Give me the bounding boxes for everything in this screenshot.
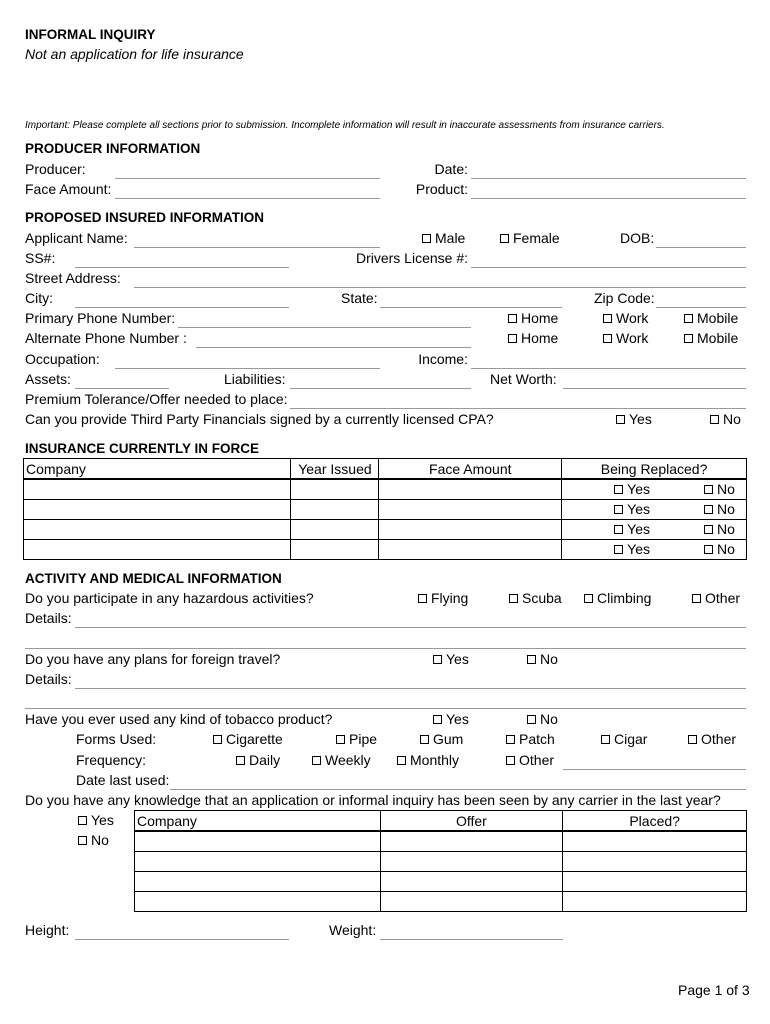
dob-field[interactable] — [656, 247, 746, 248]
checkbox-icon — [614, 485, 623, 494]
checkbox-icon — [692, 594, 701, 603]
face-amount-cell[interactable] — [379, 520, 562, 540]
date-label: Date: — [434, 161, 468, 177]
travel-details-label: Details: — [25, 671, 72, 687]
table-row — [135, 872, 747, 892]
checkbox-icon — [397, 756, 406, 765]
state-field[interactable] — [380, 307, 562, 308]
income-label: Income: — [418, 351, 468, 367]
checkbox-icon — [688, 735, 697, 744]
face-amount-cell[interactable] — [379, 500, 562, 520]
placed-cell[interactable] — [563, 852, 747, 872]
female-checkbox[interactable]: Female — [500, 230, 560, 247]
street-address-label: Street Address: — [25, 270, 121, 286]
producer-field[interactable] — [115, 178, 380, 179]
in-force-table — [23, 458, 747, 560]
knowledge-question: Do you have any knowledge that an application or informal inquiry has been seen by any carrier in the last year? — [25, 792, 721, 808]
assets-label: Assets: — [25, 371, 71, 387]
weight-field[interactable] — [380, 939, 563, 940]
city-label: City: — [25, 290, 53, 306]
forms-other-checkbox[interactable]: Other — [688, 731, 736, 748]
cpa-no-checkbox[interactable]: No — [710, 411, 741, 428]
checkbox-icon — [506, 735, 515, 744]
checkbox-icon — [603, 314, 612, 323]
column-company: Company — [135, 811, 381, 832]
replaced-no-checkbox[interactable]: No — [704, 541, 735, 557]
zip-code-field[interactable] — [656, 307, 746, 308]
checkbox-icon — [422, 234, 431, 243]
liabilities-label: Liabilities: — [224, 371, 286, 387]
cigarette-checkbox[interactable]: Cigarette — [213, 731, 283, 748]
checkbox-icon — [433, 655, 442, 664]
income-field[interactable] — [471, 368, 746, 369]
product-label: Product: — [415, 181, 468, 197]
hazard-details-field-2[interactable] — [25, 648, 746, 649]
frequency-label: Frequency: — [76, 752, 147, 768]
drivers-license-field[interactable] — [471, 267, 746, 268]
table-row — [135, 892, 747, 912]
column-year-issued: Year Issued — [291, 459, 379, 480]
checkbox-icon — [616, 415, 625, 424]
face-amount-cell[interactable] — [379, 479, 562, 500]
primary-mobile-checkbox[interactable]: Mobile — [684, 310, 738, 327]
replaced-yes-checkbox[interactable]: Yes — [614, 501, 650, 517]
hazard-details-field[interactable] — [75, 627, 746, 628]
weekly-checkbox[interactable]: Weekly — [312, 752, 371, 769]
drivers-license-label: Drivers License #: — [355, 250, 468, 266]
gum-checkbox[interactable]: Gum — [420, 731, 463, 748]
checkbox-icon — [603, 334, 612, 343]
ss-label: SS#: — [25, 250, 56, 266]
producer-label: Producer: — [25, 161, 86, 177]
checkbox-icon — [312, 756, 321, 765]
male-checkbox[interactable]: Male — [422, 230, 465, 247]
checkbox-icon — [704, 505, 713, 514]
scuba-checkbox[interactable]: Scuba — [509, 590, 562, 607]
checkbox-icon — [614, 545, 623, 554]
checkbox-icon — [684, 334, 693, 343]
ss-field[interactable] — [75, 267, 289, 268]
forms-used-label: Forms Used: — [76, 731, 157, 747]
offer-cell[interactable] — [380, 872, 563, 892]
zip-code-label: Zip Code: — [594, 290, 655, 306]
frequency-other-field[interactable] — [563, 769, 746, 770]
checkbox-icon — [336, 735, 345, 744]
checkbox-icon — [508, 334, 517, 343]
travel-details-field[interactable] — [75, 688, 746, 689]
checkbox-icon — [601, 735, 610, 744]
street-address-field[interactable] — [134, 287, 746, 288]
offer-cell[interactable] — [380, 831, 563, 852]
checkbox-icon — [236, 756, 245, 765]
column-company: Company — [24, 459, 291, 480]
travel-yes-checkbox[interactable]: Yes — [433, 651, 469, 668]
dob-label: DOB: — [620, 230, 655, 246]
column-face-amount: Face Amount — [379, 459, 562, 480]
assets-field[interactable] — [75, 388, 169, 389]
travel-details-field-2[interactable] — [25, 708, 746, 709]
replaced-cell — [562, 520, 747, 540]
checkbox-icon — [614, 505, 623, 514]
table-header-row — [24, 459, 747, 480]
checkbox-icon — [78, 836, 87, 845]
hazard-other-checkbox[interactable]: Other — [692, 590, 740, 607]
year-cell[interactable] — [291, 520, 379, 540]
table-row — [24, 479, 747, 500]
carrier-inquiry-table — [134, 810, 747, 912]
occupation-label: Occupation: — [25, 351, 100, 367]
checkbox-icon — [527, 655, 536, 664]
table-row — [24, 540, 747, 560]
insured-heading: PROPOSED INSURED INFORMATION — [25, 210, 265, 225]
placed-cell[interactable] — [563, 831, 747, 852]
primary-work-checkbox[interactable]: Work — [603, 310, 648, 327]
pipe-checkbox[interactable]: Pipe — [336, 731, 377, 748]
page-number: Page 1 of 3 — [678, 982, 750, 998]
premium-tolerance-label: Premium Tolerance/Offer needed to place: — [25, 391, 288, 407]
checkbox-icon — [704, 525, 713, 534]
alternate-phone-field[interactable] — [196, 347, 471, 348]
form-title: INFORMAL INQUIRY — [25, 27, 156, 42]
flying-checkbox[interactable]: Flying — [418, 590, 468, 607]
patch-checkbox[interactable]: Patch — [506, 731, 555, 748]
checkbox-icon — [506, 756, 515, 765]
table-row — [135, 831, 747, 852]
checkbox-icon — [78, 816, 87, 825]
travel-question: Do you have any plans for foreign travel? — [25, 651, 281, 667]
placed-cell[interactable] — [563, 872, 747, 892]
checkbox-icon — [500, 234, 509, 243]
in-force-heading: INSURANCE CURRENTLY IN FORCE — [25, 441, 260, 456]
face-amount-field[interactable] — [115, 198, 380, 199]
alternate-phone-label: Alternate Phone Number : — [25, 330, 187, 346]
column-being-replaced: Being Replaced? — [562, 459, 747, 480]
company-cell[interactable] — [135, 892, 381, 912]
cigar-checkbox[interactable]: Cigar — [601, 731, 647, 748]
form-subtitle: Not an application for life insurance — [25, 46, 244, 62]
company-cell[interactable] — [135, 831, 381, 852]
climbing-checkbox[interactable]: Climbing — [584, 590, 651, 607]
checkbox-icon — [584, 594, 593, 603]
checkbox-icon — [684, 314, 693, 323]
state-label: State: — [341, 290, 378, 306]
medical-heading: ACTIVITY AND MEDICAL INFORMATION — [25, 571, 282, 586]
cpa-question: Can you provide Third Party Financials signed by a currently licensed CPA? — [25, 411, 494, 427]
alternate-mobile-checkbox[interactable]: Mobile — [684, 330, 738, 347]
checkbox-icon — [213, 735, 222, 744]
table-row — [24, 500, 747, 520]
checkbox-icon — [704, 485, 713, 494]
primary-home-checkbox[interactable]: Home — [508, 310, 558, 327]
alternate-home-checkbox[interactable]: Home — [508, 330, 558, 347]
offer-cell[interactable] — [380, 852, 563, 872]
liabilities-field[interactable] — [290, 388, 471, 389]
product-field[interactable] — [471, 198, 746, 199]
net-worth-label: Net Worth: — [490, 371, 557, 387]
company-cell[interactable] — [24, 520, 291, 540]
height-field[interactable] — [75, 939, 289, 940]
column-placed: Placed? — [563, 811, 747, 832]
weight-label: Weight: — [329, 922, 377, 938]
replaced-cell — [562, 479, 747, 500]
placed-cell[interactable] — [563, 892, 747, 912]
replaced-cell — [562, 540, 747, 560]
replaced-yes-checkbox[interactable]: Yes — [614, 521, 650, 537]
frequency-other-checkbox[interactable]: Other — [506, 752, 554, 769]
year-cell[interactable] — [291, 540, 379, 560]
column-offer: Offer — [380, 811, 563, 832]
primary-phone-field[interactable] — [178, 327, 471, 328]
checkbox-icon — [710, 415, 719, 424]
city-field[interactable] — [75, 307, 289, 308]
replaced-yes-checkbox[interactable]: Yes — [614, 541, 650, 557]
offer-cell[interactable] — [380, 892, 563, 912]
tobacco-no-checkbox[interactable]: No — [527, 711, 558, 728]
important-note: Important: Please complete all sections prior to submission. Incomplete information will result in inaccurate assessments from insurance carriers. — [25, 120, 665, 131]
height-label: Height: — [25, 922, 70, 938]
checkbox-icon — [614, 525, 623, 534]
year-cell[interactable] — [291, 479, 379, 500]
face-amount-label: Face Amount: — [25, 181, 112, 197]
monthly-checkbox[interactable]: Monthly — [397, 752, 459, 769]
tobacco-question: Have you ever used any kind of tobacco product? — [25, 711, 333, 727]
occupation-field[interactable] — [115, 368, 380, 369]
table-header-row — [135, 811, 747, 832]
company-cell[interactable] — [24, 500, 291, 520]
checkbox-icon — [420, 735, 429, 744]
tobacco-yes-checkbox[interactable]: Yes — [433, 711, 469, 728]
replaced-no-checkbox[interactable]: No — [704, 501, 735, 517]
replaced-cell — [562, 500, 747, 520]
date-last-used-label: Date last used: — [76, 772, 170, 788]
checkbox-icon — [704, 545, 713, 554]
table-row — [24, 520, 747, 540]
net-worth-field[interactable] — [563, 388, 746, 389]
date-last-used-field[interactable] — [170, 789, 746, 790]
checkbox-icon — [433, 715, 442, 724]
table-row — [135, 852, 747, 872]
applicant-name-field[interactable] — [134, 247, 380, 248]
premium-tolerance-field[interactable] — [290, 408, 746, 409]
company-cell[interactable] — [24, 479, 291, 500]
face-amount-cell[interactable] — [379, 540, 562, 560]
hazard-question: Do you participate in any hazardous activities? — [25, 590, 314, 606]
applicant-name-label: Applicant Name: — [25, 230, 128, 246]
checkbox-icon — [509, 594, 518, 603]
travel-no-checkbox[interactable]: No — [527, 651, 558, 668]
checkbox-icon — [527, 715, 536, 724]
cpa-yes-checkbox[interactable]: Yes — [616, 411, 652, 428]
replaced-no-checkbox[interactable]: No — [704, 521, 735, 537]
replaced-yes-checkbox[interactable]: Yes — [614, 481, 650, 497]
knowledge-yes-checkbox[interactable]: Yes — [78, 812, 114, 829]
year-cell[interactable] — [291, 500, 379, 520]
date-field[interactable] — [471, 178, 746, 179]
checkbox-icon — [418, 594, 427, 603]
replaced-no-checkbox[interactable]: No — [704, 481, 735, 497]
knowledge-no-checkbox[interactable]: No — [78, 832, 109, 849]
company-cell[interactable] — [135, 872, 381, 892]
producer-heading: PRODUCER INFORMATION — [25, 141, 201, 156]
company-cell[interactable] — [135, 852, 381, 872]
daily-checkbox[interactable]: Daily — [236, 752, 280, 769]
company-cell[interactable] — [24, 540, 291, 560]
hazard-details-label: Details: — [25, 610, 72, 626]
primary-phone-label: Primary Phone Number: — [25, 310, 176, 326]
checkbox-icon — [508, 314, 517, 323]
alternate-work-checkbox[interactable]: Work — [603, 330, 648, 347]
